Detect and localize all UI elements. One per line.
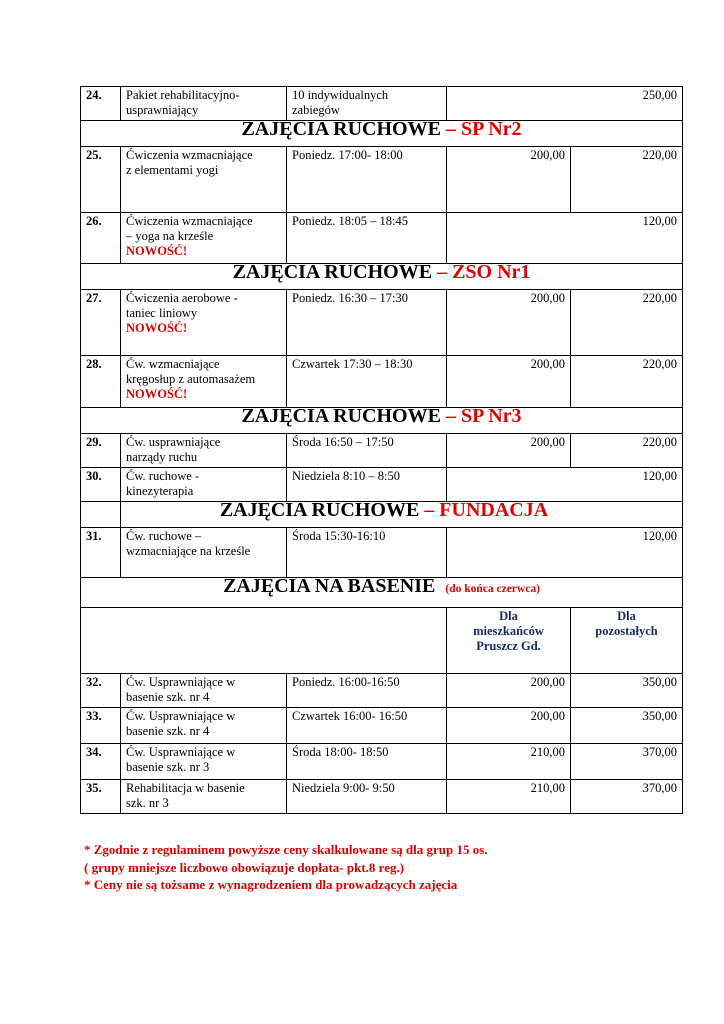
table-row xyxy=(81,780,683,814)
footnote-line: * Zgodnie z regulaminem powyższe ceny skalkulowane są dla grup 15 os. xyxy=(84,842,488,857)
activity-name-line: basenie szk. nr 4 xyxy=(126,690,210,704)
table-row xyxy=(81,528,683,578)
section-note: (do końca czerwca) xyxy=(445,583,540,595)
price-others: 220,00 xyxy=(571,434,683,468)
price-combined: 120,00 xyxy=(447,213,683,264)
price-residents: 200,00 xyxy=(447,708,571,744)
price-others: 350,00 xyxy=(571,674,683,708)
schedule-time: Środa 18:00- 18:50 xyxy=(287,744,447,780)
schedule-line: zabiegów xyxy=(292,103,340,117)
header-line: Dla xyxy=(617,609,636,623)
section-title-zso1 xyxy=(81,264,683,290)
row-number: 28. xyxy=(81,356,121,408)
activity-name-line: – yoga na krześle xyxy=(126,229,214,243)
section-title-sp2 xyxy=(81,121,683,147)
table-row xyxy=(81,290,683,356)
table-row xyxy=(81,468,683,502)
activity-name-line: usprawniający xyxy=(126,103,199,117)
table-row xyxy=(81,147,683,213)
activity-name xyxy=(121,147,287,213)
activity-name-line: Ćw. Usprawniające w xyxy=(126,675,236,689)
activity-name xyxy=(121,213,287,264)
table-row xyxy=(81,744,683,780)
price-residents: 200,00 xyxy=(447,674,571,708)
row-number: 25. xyxy=(81,147,121,213)
row-number: 35. xyxy=(81,780,121,814)
header-others xyxy=(571,608,683,674)
activity-name-line: Ćw. Usprawniające w xyxy=(126,709,236,723)
table-row xyxy=(81,213,683,264)
row-number: 32. xyxy=(81,674,121,708)
header-line: mieszkańców xyxy=(473,624,544,638)
section-title-text: ZAJĘCIA RUCHOWE xyxy=(232,263,433,283)
section-place: – FUNDACJA xyxy=(424,501,549,521)
schedule-time: Środa 16:50 – 17:50 xyxy=(287,434,447,468)
blank-cell xyxy=(81,608,447,674)
footnotes xyxy=(84,841,684,894)
activity-name-line: Rehabilitacja w basenie xyxy=(126,781,245,795)
new-badge: NOWOŚĆ! xyxy=(126,244,188,258)
activity-name-line: Ćw. Usprawniające w xyxy=(126,745,236,759)
schedule-time: Poniedz. 18:05 – 18:45 xyxy=(287,213,447,264)
section-place: – SP Nr3 xyxy=(445,407,522,427)
price-others: 220,00 xyxy=(571,356,683,408)
activity-name-line: Ćw. ruchowe – xyxy=(126,529,202,543)
schedule-time: Czwartek 17:30 – 18:30 xyxy=(287,356,447,408)
table-row xyxy=(81,708,683,744)
activity-name-line: Ćw. ruchowe - xyxy=(126,469,200,483)
schedule-time: Niedziela 9:00- 9:50 xyxy=(287,780,447,814)
section-place: – SP Nr2 xyxy=(445,120,522,140)
price-residents: 200,00 xyxy=(447,290,571,356)
header-line: Dla xyxy=(499,609,518,623)
new-badge: NOWOŚĆ! xyxy=(126,321,188,335)
schedule-time: Poniedz. 16:00-16:50 xyxy=(287,674,447,708)
price-others: 220,00 xyxy=(571,147,683,213)
activity-name-line: taniec liniowy xyxy=(126,306,198,320)
section-title-sp3 xyxy=(81,408,683,434)
schedule-time: Czwartek 16:00- 16:50 xyxy=(287,708,447,744)
activity-name-line: z elementami yogi xyxy=(126,163,219,177)
table-row xyxy=(81,87,683,121)
section-header xyxy=(81,121,683,147)
price-residents: 200,00 xyxy=(447,434,571,468)
section-header xyxy=(81,408,683,434)
section-title-text: ZAJĘCIA NA BASENIE xyxy=(223,577,436,597)
pool-header-row xyxy=(81,608,683,674)
section-title-basen xyxy=(81,578,683,608)
activity-name xyxy=(121,468,287,502)
schedule-time: Środa 15:30-16:10 xyxy=(287,528,447,578)
activity-name-line: Ćwiczenia wzmacniające xyxy=(126,214,253,228)
activity-name-line: szk. nr 3 xyxy=(126,796,169,810)
row-number: 30. xyxy=(81,468,121,502)
activity-name-line: wzmacniające na krześle xyxy=(126,544,251,558)
activity-name-line: kinezyterapia xyxy=(126,484,194,498)
row-number: 24. xyxy=(81,87,121,121)
footnote-line: * Ceny nie są tożsame z wynagrodzeniem dla prowadzących zajęcia xyxy=(84,877,458,892)
header-residents xyxy=(447,608,571,674)
section-title-text: ZAJĘCIA RUCHOWE xyxy=(219,501,420,521)
table-row xyxy=(81,674,683,708)
section-header xyxy=(81,502,683,528)
activity-name-line: Ćwiczenia wzmacniające xyxy=(126,148,253,162)
section-title-fundacja xyxy=(121,502,683,528)
activity-name xyxy=(121,434,287,468)
schedule-time: Poniedz. 17:00- 18:00 xyxy=(287,147,447,213)
activity-name xyxy=(121,356,287,408)
activity-name-line: basenie szk. nr 3 xyxy=(126,760,210,774)
activity-name-line: Ćw. usprawniające xyxy=(126,435,221,449)
activity-name xyxy=(121,528,287,578)
section-title-text: ZAJĘCIA RUCHOWE xyxy=(241,407,441,427)
section-header xyxy=(81,578,683,608)
activity-name xyxy=(121,87,287,121)
schedule-time xyxy=(287,87,447,121)
header-line: pozostałych xyxy=(595,624,658,638)
price-residents: 200,00 xyxy=(447,147,571,213)
new-badge: NOWOŚĆ! xyxy=(126,387,188,401)
section-header xyxy=(81,264,683,290)
activity-name-line: kręgosłup z automasażem xyxy=(126,372,256,386)
activity-name-line: Pakiet rehabilitacyjno- xyxy=(126,88,240,102)
activity-name xyxy=(121,780,287,814)
price-others: 370,00 xyxy=(571,780,683,814)
section-place: – ZSO Nr1 xyxy=(437,263,531,283)
header-line: Pruszcz Gd. xyxy=(476,639,541,653)
price-combined: 120,00 xyxy=(447,468,683,502)
row-number: 34. xyxy=(81,744,121,780)
row-number: 26. xyxy=(81,213,121,264)
price-schedule-table xyxy=(80,86,683,814)
activity-name-line: Ćwiczenia aerobowe - xyxy=(126,291,238,305)
price-residents: 210,00 xyxy=(447,744,571,780)
activity-name xyxy=(121,708,287,744)
activity-name-line: narządy ruchu xyxy=(126,450,198,464)
schedule-line: 10 indywidualnych xyxy=(292,88,389,102)
row-number: 33. xyxy=(81,708,121,744)
blank-cell xyxy=(81,502,121,528)
price-others: 350,00 xyxy=(571,708,683,744)
table-row xyxy=(81,434,683,468)
price-residents: 200,00 xyxy=(447,356,571,408)
schedule-time: Niedziela 8:10 – 8:50 xyxy=(287,468,447,502)
schedule-time: Poniedz. 16:30 – 17:30 xyxy=(287,290,447,356)
row-number: 27. xyxy=(81,290,121,356)
section-title-text: ZAJĘCIA RUCHOWE xyxy=(241,120,441,140)
price-combined: 250,00 xyxy=(447,87,683,121)
price-others: 220,00 xyxy=(571,290,683,356)
price-combined: 120,00 xyxy=(447,528,683,578)
row-number: 31. xyxy=(81,528,121,578)
footnote-line: ( grupy mniejsze liczbowo obowiązuje dopłata- pkt.8 reg.) xyxy=(84,859,405,875)
row-number: 29. xyxy=(81,434,121,468)
activity-name xyxy=(121,674,287,708)
activity-name xyxy=(121,290,287,356)
activity-name-line: basenie szk. nr 4 xyxy=(126,724,210,738)
table-row xyxy=(81,356,683,408)
activity-name-line: Ćw. wzmacniające xyxy=(126,357,220,371)
activity-name xyxy=(121,744,287,780)
price-residents: 210,00 xyxy=(447,780,571,814)
price-others: 370,00 xyxy=(571,744,683,780)
